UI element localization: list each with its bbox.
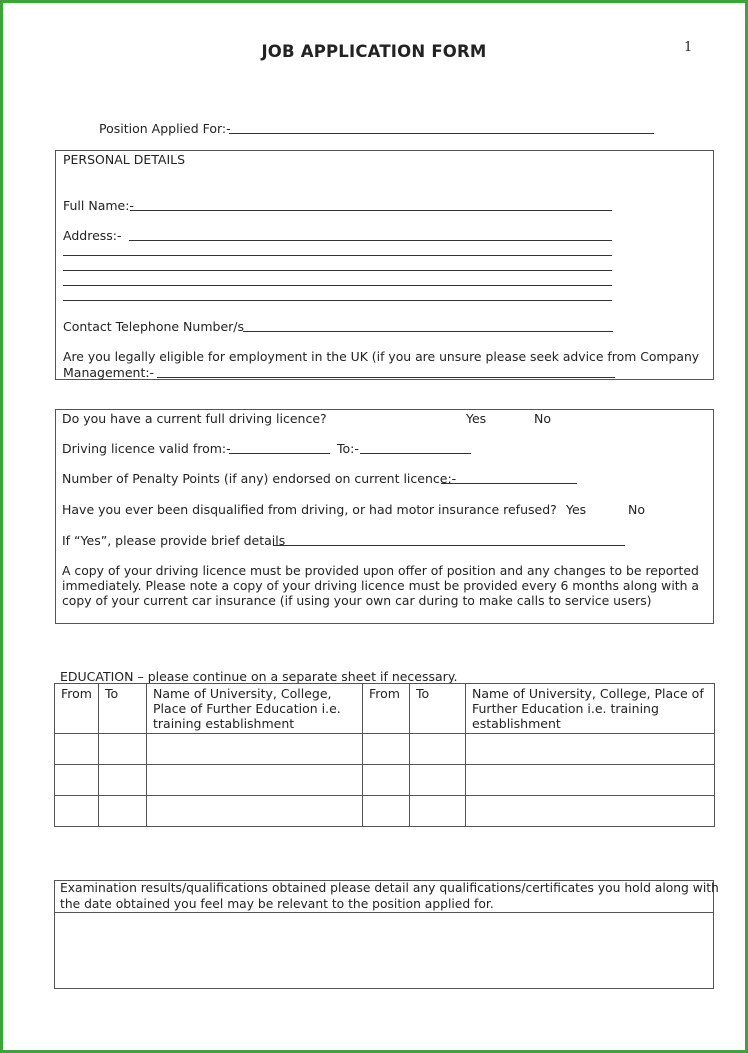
table-row xyxy=(55,765,715,796)
address-field-line-2[interactable] xyxy=(63,255,612,256)
valid-to-field[interactable] xyxy=(360,453,471,454)
licence-question: Do you have a current full driving licence? xyxy=(62,411,327,426)
licence-note-line-2: immediately. Please note a copy of your driving licence must be provided every 6 months along with a xyxy=(62,578,700,593)
address-field-line-3[interactable] xyxy=(63,270,612,271)
table-cell[interactable] xyxy=(99,765,147,796)
address-field-line-1[interactable] xyxy=(129,240,612,241)
penalty-points-label: Number of Penalty Points (if any) endorsed on current licence:- xyxy=(62,471,457,486)
table-cell[interactable] xyxy=(466,796,715,827)
table-cell[interactable] xyxy=(363,796,410,827)
licence-no-option[interactable]: No xyxy=(534,411,551,426)
table-cell[interactable] xyxy=(410,796,466,827)
position-field[interactable] xyxy=(229,133,654,134)
col-header-to-2: To xyxy=(410,684,466,734)
details-field[interactable] xyxy=(273,545,625,546)
education-table xyxy=(54,683,715,827)
col-header-institution: Name of University, College, Place of Further Education i.e. training establishment xyxy=(147,684,363,734)
examination-instructions-line-1: Examination results/qualifications obtained please detail any qualifications/certificates you hold along with xyxy=(60,881,719,895)
full-name-label: Full Name:- xyxy=(63,198,134,213)
disqualified-question: Have you ever been disqualified from driving, or had motor insurance refused? xyxy=(62,502,557,517)
full-name-field[interactable] xyxy=(130,210,612,211)
telephone-field[interactable] xyxy=(243,331,613,332)
table-cell[interactable] xyxy=(99,734,147,765)
licence-yes-option[interactable]: Yes xyxy=(466,411,487,426)
table-cell[interactable] xyxy=(99,796,147,827)
penalty-points-field[interactable] xyxy=(441,483,577,484)
licence-note-line-3: copy of your current car insurance (if using your own car during to make calls to service users) xyxy=(62,593,652,608)
examination-answer-area[interactable] xyxy=(56,914,711,986)
personal-details-heading: PERSONAL DETAILS xyxy=(63,152,186,167)
col-header-institution-2: Name of University, College, Place of Further Education i.e. training establishment xyxy=(466,684,715,734)
valid-from-label: Driving licence valid from:- xyxy=(62,441,231,456)
eligibility-label: Management:- xyxy=(63,365,155,380)
table-cell[interactable] xyxy=(363,765,410,796)
col-header-from-2: From xyxy=(363,684,410,734)
table-row xyxy=(55,734,715,765)
personal-details-section xyxy=(55,150,714,380)
address-field-line-5[interactable] xyxy=(63,300,612,301)
table-cell[interactable] xyxy=(466,734,715,765)
table-cell[interactable] xyxy=(55,734,99,765)
table-cell[interactable] xyxy=(147,796,363,827)
examination-divider xyxy=(54,912,714,913)
telephone-label: Contact Telephone Number/s xyxy=(63,319,244,334)
valid-to-label: To:- xyxy=(337,441,359,456)
address-field-line-4[interactable] xyxy=(63,285,612,286)
eligibility-field[interactable] xyxy=(157,377,615,378)
table-cell[interactable] xyxy=(147,734,363,765)
eligibility-question: Are you legally eligible for employment in the UK (if you are unsure please seek advice from Company xyxy=(63,349,700,364)
disqualified-no-option[interactable]: No xyxy=(628,502,645,517)
col-header-to: To xyxy=(99,684,147,734)
page-number: 1 xyxy=(684,40,693,55)
disqualified-yes-option[interactable]: Yes xyxy=(566,502,587,517)
table-cell[interactable] xyxy=(410,765,466,796)
table-row xyxy=(55,796,715,827)
valid-from-field[interactable] xyxy=(229,453,330,454)
licence-note-line-1: A copy of your driving licence must be provided upon offer of position and any changes to be reported xyxy=(62,563,699,578)
table-cell[interactable] xyxy=(466,765,715,796)
page-title: JOB APPLICATION FORM xyxy=(261,42,487,61)
details-label: If “Yes”, please provide brief details xyxy=(62,533,286,548)
address-label: Address:- xyxy=(63,228,122,243)
table-cell[interactable] xyxy=(55,796,99,827)
education-heading: EDUCATION – please continue on a separate sheet if necessary. xyxy=(60,669,458,684)
table-cell[interactable] xyxy=(410,734,466,765)
position-label: Position Applied For:- xyxy=(99,121,231,136)
table-cell[interactable] xyxy=(363,734,410,765)
table-cell[interactable] xyxy=(147,765,363,796)
education-header-row xyxy=(55,684,715,734)
examination-instructions-line-2: the date obtained you feel may be relevant to the position applied for. xyxy=(60,897,494,911)
table-cell[interactable] xyxy=(55,765,99,796)
col-header-from: From xyxy=(55,684,99,734)
